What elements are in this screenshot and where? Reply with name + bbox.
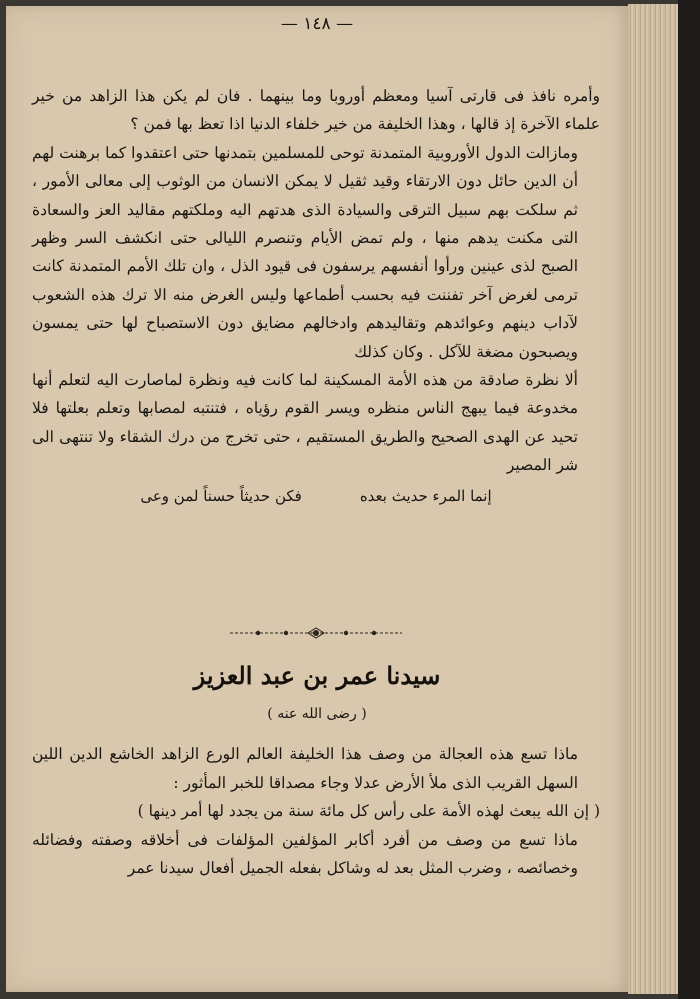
section-subtitle: ( رضى الله عنه ) xyxy=(267,706,367,722)
section-title: سيدنا عمر بن عبد العزيز xyxy=(193,661,441,690)
book-spine xyxy=(678,0,700,999)
paragraph-3: ألا نظرة صادقة من هذه الأمة المسكينة لما كانت فيه ونظرة لماصارت اليه لتعلم أنها مخدوعة فيما يبهج الناس منظره ويسر القوم رؤياه ، فتنتبه لمصابها وتعلم بعلتها فلا تحيد عن الهدى الصحيح والطريق المستقيم ، حتى تخرج من درك الشقاء ولا تنتهى الى شر المصير xyxy=(32,371,578,475)
page-number: — ١٤٨ — xyxy=(280,14,354,34)
page-edges xyxy=(628,4,678,994)
paragraph-2: ومازالت الدول الأوروبية المتمدنة توحى للمسلمين بتمدنها حتى اعتقدوا كما برهنت لهم أن الدين حائل دون الارتقاء وقيد ثقيل لا يمكن الانسان من الوثوب إلى معالى الأمور ، ثم سلكت بهم سبيل الترقى والسيادة الذى هدتهم اليه وملكتهم مقاليد العز والسعادة التى مكنت يدهم منها ، ولم تمض الأيام وتنصرم الليالى حتى انكشف السر وظهر الصبح لذى عينين ورأوا أنفسهم يرسفون فى قيود الذل ، وان تلك الأمم المتمدنة كانت ترمى لغرض آخر تفننت فيه بحسب أطماعها وليس الغرض منه الا ترك هذه الشعوب لآداب دينهم وعوائدهم وتقاليدهم وادخالهم مضايق دون الاستصباح لها حتى يمسون ويصبحون مضغة للآكل . وكان كذلك xyxy=(32,143,578,361)
book-page xyxy=(6,6,628,992)
section-two-body xyxy=(32,740,600,883)
paragraph-5: ماذا تسع من وصف من أفرد أكابر المؤلفين المؤلفات فى أخلاقه وصفته وفضائله وخصائصه ، وضرب المثل بعد له وشاكل بفعله الجميل أفعال سيدنا عمر xyxy=(32,830,578,878)
quoted-hadith: ( إن الله يبعث لهذه الأمة على رأس كل مائة سنة من يجدد لها أمر دينها ) xyxy=(137,802,600,821)
paragraph-1: وأمره نافذ فى قارتى آسيا ومعظم أوروبا وما بينهما . فان لم يكن هذا الزاهد من خير علماء الآخرة إذ قالها ، وهذا الخليفة من خير خلفاء الدنيا اذا تعظ بها فمن ؟ xyxy=(32,87,600,134)
paragraph-4: ماذا تسع هذه العجالة من وصف هذا الخليفة العالم الورع الزاهد الخاشع الدين اللين السهل القريب الذى ملأ الأرض عدلا وجاء مصداقا للخبر المأثور : xyxy=(32,745,578,792)
verse-first-hemistich: إنما المرء حديث بعده xyxy=(359,486,492,505)
poem-verse xyxy=(32,482,600,510)
verse-second-hemistich: فكن حديثاً حسناً لمن وعى xyxy=(140,486,302,505)
decorative-divider-icon xyxy=(228,626,404,640)
section-one-body xyxy=(32,82,600,510)
